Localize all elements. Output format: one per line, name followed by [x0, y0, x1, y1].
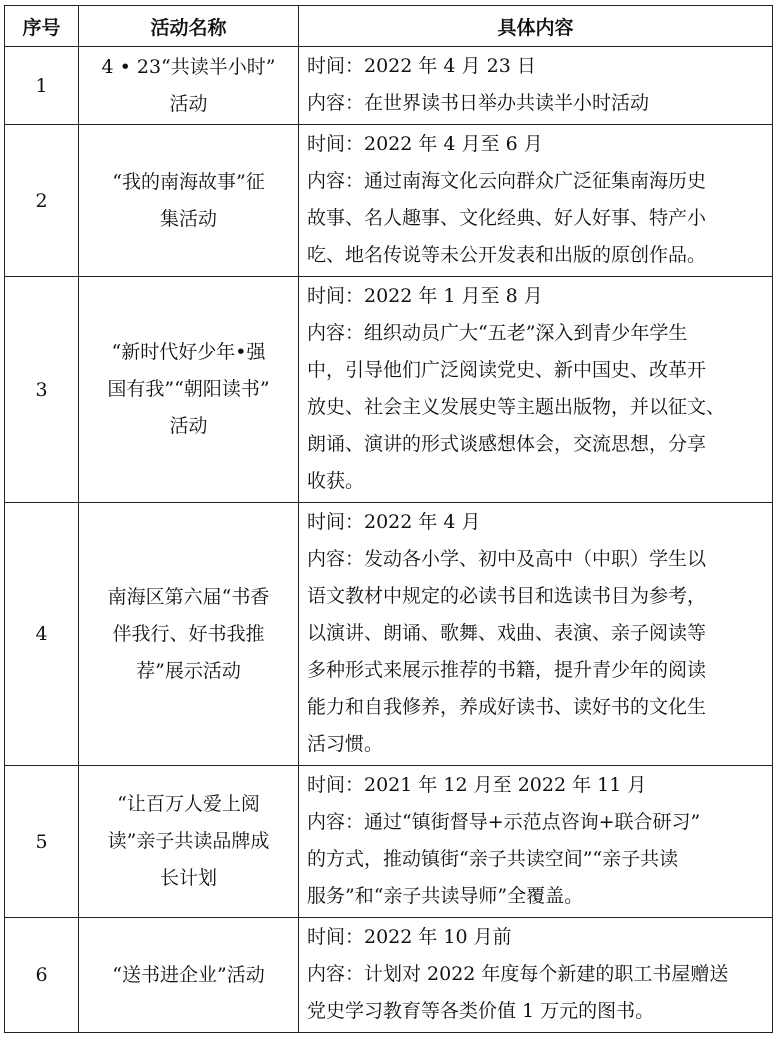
- activity-content-line: 故事、名人趣事、文化经典、好人好事、特产小: [307, 207, 707, 229]
- activity-content-line: 活习惯。: [307, 733, 384, 755]
- activity-content-line: 内容：通过南海文化云向群众广泛征集南海历史: [307, 170, 707, 192]
- activity-name-line: 4 • 23“共读半小时”: [101, 55, 276, 78]
- table-row: [5, 766, 773, 918]
- activity-content: [299, 277, 773, 503]
- activity-content-line: 放史、社会主义发展史等主题出版物，并以征文、: [307, 396, 726, 418]
- activity-content: [299, 766, 773, 918]
- activity-content: [299, 47, 773, 125]
- activity-content-line: 时间：2022 年 4 月至 6 月: [307, 133, 543, 155]
- activity-name-line: 荐”展示活动: [136, 659, 241, 682]
- activity-name-line: “让百万人爱上阅: [117, 793, 260, 815]
- activity-name-line: 集活动: [159, 207, 217, 230]
- activity-content-line: 多种形式来展示推荐的书籍，提升青少年的阅读: [307, 659, 707, 681]
- activity-content-line: 收获。: [307, 470, 365, 492]
- activity-content-line: 吃、地名传说等未公开发表和出版的原创作品。: [307, 244, 707, 266]
- activity-name-line: “送书进企业”活动: [112, 963, 265, 986]
- activity-content-line: 内容：组织动员广大“五老”深入到青少年学生: [307, 322, 688, 344]
- activity-name: [79, 503, 299, 766]
- activity-content-line: 时间：2022 年 10 月前: [307, 926, 512, 948]
- activity-content-line: 以演讲、朗诵、歌舞、戏曲、表演、亲子阅读等: [307, 622, 707, 644]
- table-row: [5, 125, 773, 277]
- table-row: [5, 277, 773, 503]
- header-content: 具体内容: [299, 6, 773, 47]
- activity-content-line: 服务”和“亲子共读导师”全覆盖。: [307, 885, 584, 907]
- activity-content-line: 时间：2022 年 1 月至 8 月: [307, 285, 543, 307]
- table-body: [5, 47, 773, 1033]
- activity-content-line: 语文教材中规定的必读书目和选读书目为参考，: [307, 585, 707, 607]
- activity-content-line: 内容：计划对 2022 年度每个新建的职工书屋赠送: [307, 963, 729, 985]
- activity-name-line: “我的南海故事”征: [112, 170, 265, 193]
- activity-name: [79, 918, 299, 1033]
- row-number: 5: [5, 766, 79, 918]
- activity-name: [79, 125, 299, 277]
- activity-name: [79, 277, 299, 503]
- activity-content-line: 时间：2022 年 4 月 23 日: [307, 55, 536, 77]
- table-row: [5, 918, 773, 1033]
- row-number: 3: [5, 277, 79, 503]
- activity-content: [299, 125, 773, 277]
- activity-content-line: 的方式，推动镇街“亲子共读空间”“亲子共读: [307, 848, 679, 870]
- activity-table: [4, 5, 773, 1033]
- activity-name-line: 读”亲子共读品牌成: [107, 830, 270, 852]
- activity-name-line: 国有我”“朝阳读书”: [107, 378, 270, 400]
- activity-name-line: “新时代好少年•强: [111, 341, 266, 363]
- activity-content-line: 朗诵、演讲的形式谈感想体会，交流思想，分享: [307, 433, 707, 455]
- activity-content-line: 党史学习教育等各类价值 1 万元的图书。: [307, 1000, 655, 1022]
- activity-content-line: 内容：在世界读书日举办共读半小时活动: [307, 92, 650, 114]
- activity-name-line: 活动: [169, 415, 208, 437]
- row-number: 6: [5, 918, 79, 1033]
- activity-content: [299, 918, 773, 1033]
- activity-content-line: 内容：发动各小学、初中及高中（中职）学生以: [307, 548, 707, 570]
- table-header-row: [5, 6, 773, 47]
- header-number: 序号: [5, 6, 79, 47]
- header-activity-name: 活动名称: [79, 6, 299, 47]
- activity-name: [79, 766, 299, 918]
- activity-content-line: 能力和自我修养，养成好读书、读好书的文化生: [307, 696, 707, 718]
- activity-name: [79, 47, 299, 125]
- row-number: 1: [5, 47, 79, 125]
- table-row: [5, 503, 773, 766]
- activity-content-line: 内容：通过“镇街督导+示范点咨询+联合研习”: [307, 811, 701, 833]
- row-number: 4: [5, 503, 79, 766]
- activity-name-line: 活动: [169, 92, 208, 115]
- activity-name-line: 长计划: [159, 867, 217, 889]
- activity-name-line: 伴我行、好书我推: [112, 622, 265, 645]
- table-row: [5, 47, 773, 125]
- activity-name-line: 南海区第六届“书香: [107, 585, 270, 608]
- activity-content: [299, 503, 773, 766]
- row-number: 2: [5, 125, 79, 277]
- activity-content-line: 时间：2022 年 4 月: [307, 511, 481, 533]
- activity-content-line: 时间：2021 年 12 月至 2022 年 11 月: [307, 774, 647, 796]
- activity-content-line: 中，引导他们广泛阅读党史、新中国史、改革开: [307, 359, 707, 381]
